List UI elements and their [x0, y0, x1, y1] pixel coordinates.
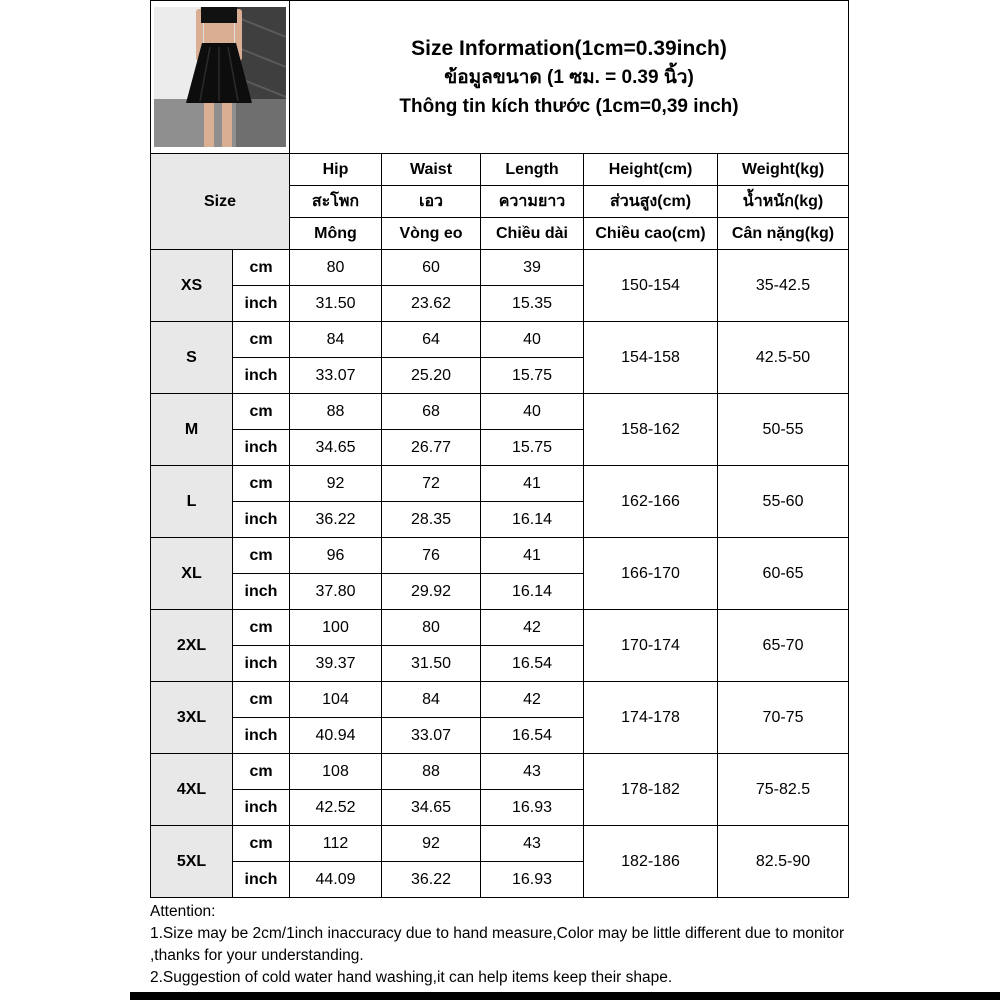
- col-header-height-vi: Chiều cao(cm): [584, 218, 718, 250]
- hip-cm: 100: [290, 610, 382, 646]
- length-inch: 16.54: [481, 718, 584, 754]
- title-th: ข้อมูลขนาด (1 ซม. = 0.39 นิ้ว): [444, 66, 694, 88]
- height-range: 162-166: [584, 466, 718, 538]
- table-row: [151, 754, 849, 790]
- hip-inch: 42.52: [290, 790, 382, 826]
- col-header-hip-vi: Mông: [290, 218, 382, 250]
- weight-range: 42.5-50: [718, 322, 849, 394]
- length-cm: 41: [481, 466, 584, 502]
- length-inch: 15.35: [481, 286, 584, 322]
- waist-cm: 80: [382, 610, 481, 646]
- attention-line-2: 2.Suggestion of cold water hand washing,it can help items keep their shape.: [150, 969, 673, 986]
- length-cm: 43: [481, 754, 584, 790]
- title-en: Size Information(1cm=0.39inch): [411, 36, 727, 60]
- unit-label-inch: inch: [233, 502, 290, 538]
- waist-cm: 88: [382, 754, 481, 790]
- length-inch: 15.75: [481, 430, 584, 466]
- table-row: [151, 322, 849, 358]
- size-label: XL: [151, 538, 233, 610]
- height-range: 174-178: [584, 682, 718, 754]
- unit-label-cm: cm: [233, 610, 290, 646]
- unit-label-inch: inch: [233, 430, 290, 466]
- waist-inch: 29.92: [382, 574, 481, 610]
- height-range: 166-170: [584, 538, 718, 610]
- hip-cm: 80: [290, 250, 382, 286]
- unit-label-cm: cm: [233, 322, 290, 358]
- title-vi: Thông tin kích thước (1cm=0,39 inch): [399, 95, 739, 117]
- table-row: [151, 466, 849, 502]
- col-header-height-th: ส่วนสูง(cm): [584, 186, 718, 218]
- height-range: 178-182: [584, 754, 718, 826]
- unit-label-cm: cm: [233, 250, 290, 286]
- size-label: M: [151, 394, 233, 466]
- height-range: 154-158: [584, 322, 718, 394]
- attention-title: Attention:: [150, 903, 216, 920]
- table-row: [151, 610, 849, 646]
- unit-label-inch: inch: [233, 286, 290, 322]
- weight-range: 50-55: [718, 394, 849, 466]
- title-cell: [290, 1, 849, 154]
- unit-label-inch: inch: [233, 790, 290, 826]
- table-row: [151, 538, 849, 574]
- size-chart-sheet: [150, 0, 876, 989]
- waist-inch: 36.22: [382, 862, 481, 898]
- size-label: S: [151, 322, 233, 394]
- waist-cm: 72: [382, 466, 481, 502]
- black-skirt-photo-illustration: [154, 7, 286, 147]
- waist-inch: 26.77: [382, 430, 481, 466]
- weight-range: 65-70: [718, 610, 849, 682]
- unit-label-cm: cm: [233, 754, 290, 790]
- col-header-hip-th: สะโพก: [290, 186, 382, 218]
- weight-range: 75-82.5: [718, 754, 849, 826]
- waist-cm: 68: [382, 394, 481, 430]
- height-range: 158-162: [584, 394, 718, 466]
- waist-inch: 34.65: [382, 790, 481, 826]
- size-label: 2XL: [151, 610, 233, 682]
- table-row: [151, 250, 849, 286]
- unit-label-cm: cm: [233, 682, 290, 718]
- product-photo-cell: [151, 1, 290, 154]
- hip-inch: 37.80: [290, 574, 382, 610]
- size-label: 5XL: [151, 826, 233, 898]
- unit-label-cm: cm: [233, 394, 290, 430]
- col-header-length-vi: Chiều dài: [481, 218, 584, 250]
- unit-label-inch: inch: [233, 718, 290, 754]
- weight-range: 60-65: [718, 538, 849, 610]
- waist-inch: 25.20: [382, 358, 481, 394]
- length-inch: 16.93: [481, 790, 584, 826]
- col-header-waist-en: Waist: [382, 154, 481, 186]
- hip-inch: 40.94: [290, 718, 382, 754]
- col-header-weight-vi: Cân nặng(kg): [718, 218, 849, 250]
- attention-note: [150, 901, 876, 989]
- waist-inch: 23.62: [382, 286, 481, 322]
- hip-cm: 112: [290, 826, 382, 862]
- size-label: 3XL: [151, 682, 233, 754]
- col-header-length-th: ความยาว: [481, 186, 584, 218]
- hip-cm: 92: [290, 466, 382, 502]
- col-header-hip-en: Hip: [290, 154, 382, 186]
- length-inch: 16.93: [481, 862, 584, 898]
- size-table: [150, 0, 849, 898]
- hip-inch: 31.50: [290, 286, 382, 322]
- length-cm: 41: [481, 538, 584, 574]
- height-range: 170-174: [584, 610, 718, 682]
- weight-range: 55-60: [718, 466, 849, 538]
- waist-cm: 60: [382, 250, 481, 286]
- hip-cm: 96: [290, 538, 382, 574]
- table-row: [151, 826, 849, 862]
- hip-inch: 39.37: [290, 646, 382, 682]
- length-inch: 16.54: [481, 646, 584, 682]
- length-cm: 43: [481, 826, 584, 862]
- col-header-height-en: Height(cm): [584, 154, 718, 186]
- hip-inch: 36.22: [290, 502, 382, 538]
- hip-cm: 104: [290, 682, 382, 718]
- header-row: [151, 1, 849, 154]
- col-header-waist-vi: Vòng eo: [382, 218, 481, 250]
- column-header-row-en: [151, 154, 849, 186]
- length-cm: 42: [481, 682, 584, 718]
- weight-range: 82.5-90: [718, 826, 849, 898]
- bottom-black-bar: [130, 992, 1000, 1000]
- unit-label-inch: inch: [233, 862, 290, 898]
- unit-label-cm: cm: [233, 826, 290, 862]
- length-inch: 16.14: [481, 502, 584, 538]
- hip-inch: 44.09: [290, 862, 382, 898]
- size-corner-label: Size: [151, 154, 290, 250]
- waist-cm: 76: [382, 538, 481, 574]
- size-label: L: [151, 466, 233, 538]
- waist-cm: 92: [382, 826, 481, 862]
- col-header-weight-en: Weight(kg): [718, 154, 849, 186]
- attention-line-1: 1.Size may be 2cm/1inch inaccuracy due to hand measure,Color may be little different due to monitor ,thanks for your understanding.: [150, 925, 845, 964]
- waist-inch: 33.07: [382, 718, 481, 754]
- unit-label-inch: inch: [233, 574, 290, 610]
- weight-range: 70-75: [718, 682, 849, 754]
- waist-cm: 64: [382, 322, 481, 358]
- hip-cm: 108: [290, 754, 382, 790]
- hip-cm: 88: [290, 394, 382, 430]
- length-cm: 39: [481, 250, 584, 286]
- weight-range: 35-42.5: [718, 250, 849, 322]
- waist-cm: 84: [382, 682, 481, 718]
- waist-inch: 31.50: [382, 646, 481, 682]
- length-cm: 42: [481, 610, 584, 646]
- col-header-weight-th: น้ำหนัก(kg): [718, 186, 849, 218]
- unit-label-cm: cm: [233, 466, 290, 502]
- product-photo: [151, 1, 289, 153]
- length-cm: 40: [481, 394, 584, 430]
- length-inch: 16.14: [481, 574, 584, 610]
- unit-label-inch: inch: [233, 646, 290, 682]
- col-header-length-en: Length: [481, 154, 584, 186]
- hip-inch: 34.65: [290, 430, 382, 466]
- size-label: XS: [151, 250, 233, 322]
- col-header-waist-th: เอว: [382, 186, 481, 218]
- hip-inch: 33.07: [290, 358, 382, 394]
- size-label: 4XL: [151, 754, 233, 826]
- length-inch: 15.75: [481, 358, 584, 394]
- table-row: [151, 394, 849, 430]
- unit-label-inch: inch: [233, 358, 290, 394]
- height-range: 182-186: [584, 826, 718, 898]
- table-row: [151, 682, 849, 718]
- height-range: 150-154: [584, 250, 718, 322]
- length-cm: 40: [481, 322, 584, 358]
- unit-label-cm: cm: [233, 538, 290, 574]
- hip-cm: 84: [290, 322, 382, 358]
- waist-inch: 28.35: [382, 502, 481, 538]
